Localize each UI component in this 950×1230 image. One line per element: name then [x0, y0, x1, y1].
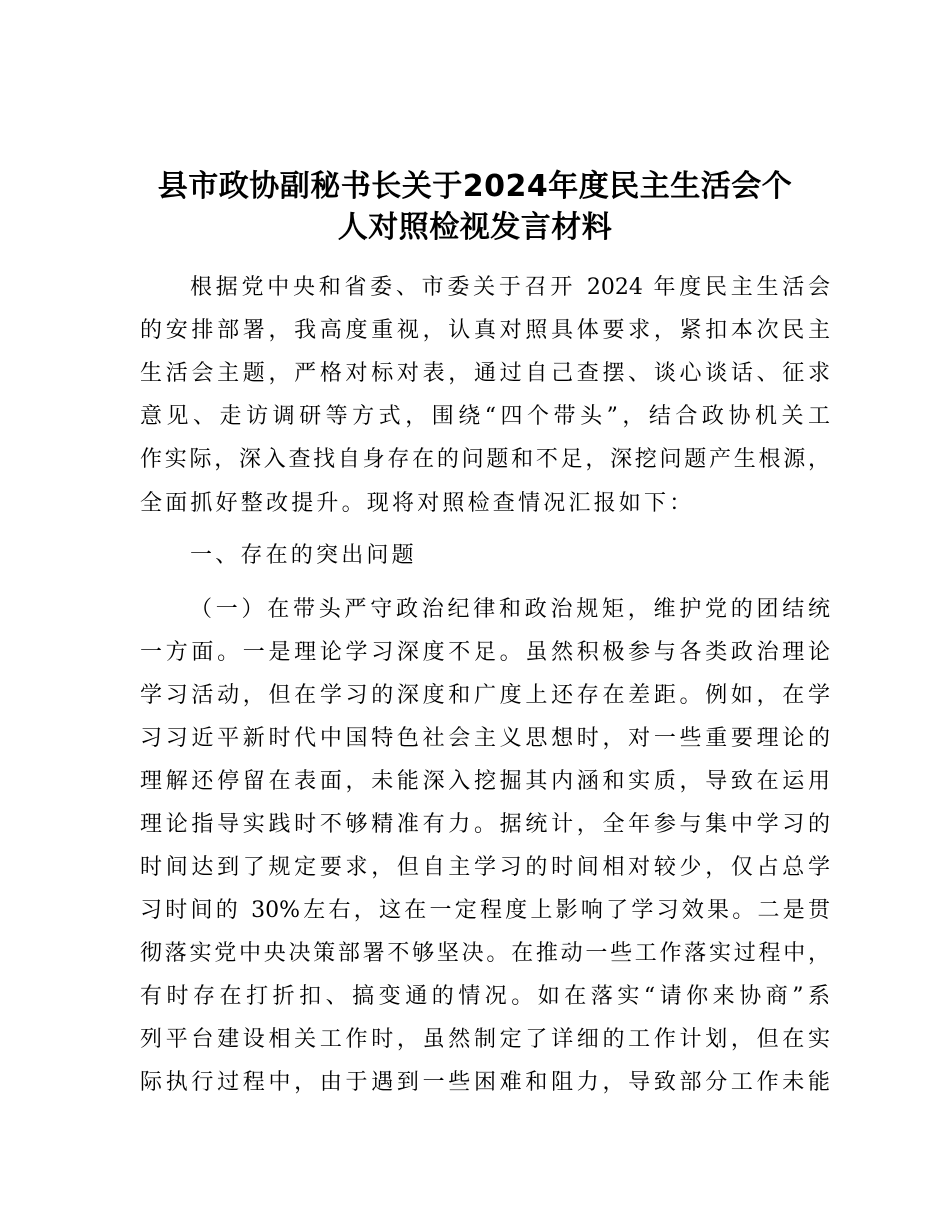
paragraph-line: 作实际，深入查找自身存在的问题和不足，深挖问题产生根源，: [140, 447, 830, 472]
paragraph-line: 际执行过程中，由于遇到一些困难和阻力，导致部分工作未能: [140, 1070, 830, 1095]
paragraph-line: （一）在带头严守政治纪律和政治规矩，维护党的团结统: [190, 597, 830, 622]
paragraph-line: 有时存在打折扣、搞变通的情况。如在落实“请你来协商”系: [140, 984, 830, 1009]
paragraph-line: 意见、走访调研等方式，围绕“四个带头”，结合政协机关工: [140, 404, 830, 429]
section-heading: 一、存在的突出问题: [190, 543, 417, 568]
paragraph-line: 根据党中央和省委、市委关于召开 2024 年度民主生活会: [190, 275, 830, 300]
paragraph-line: 学习活动，但在学习的深度和广度上还存在差距。例如，在学: [140, 683, 830, 708]
paragraph-line: 理解还停留在表面，未能深入挖掘其内涵和实质，导致在运用: [140, 769, 830, 794]
paragraph-line: 一方面。一是理论学习深度不足。虽然积极参与各类政治理论: [140, 640, 830, 665]
document-title-line-1: 县市政协副秘书长关于2024年度民主生活会个: [157, 169, 793, 204]
paragraph-line: 的安排部署，我高度重视，认真对照具体要求，紧扣本次民主: [140, 318, 830, 343]
paragraph-line: 列平台建设相关工作时，虽然制定了详细的工作计划，但在实: [140, 1027, 830, 1052]
paragraph-line: 全面抓好整改提升。现将对照检查情况汇报如下：: [140, 491, 695, 516]
paragraph-line: 彻落实党中央决策部署不够坚决。在推动一些工作落实过程中，: [140, 941, 830, 966]
paragraph-line: 习习近平新时代中国特色社会主义思想时，对一些重要理论的: [140, 726, 830, 751]
paragraph-line: 时间达到了规定要求，但自主学习的时间相对较少，仅占总学: [140, 855, 830, 880]
paragraph-line: 生活会主题，严格对标对表，通过自己查摆、谈心谈话、征求: [140, 361, 830, 386]
paragraph-line: 理论指导实践时不够精准有力。据统计，全年参与集中学习的: [140, 812, 830, 837]
paragraph-line: 习时间的 30%左右，这在一定程度上影响了学习效果。二是贯: [140, 898, 830, 923]
document-title-line-2: 人对照检视发言材料: [337, 210, 613, 245]
